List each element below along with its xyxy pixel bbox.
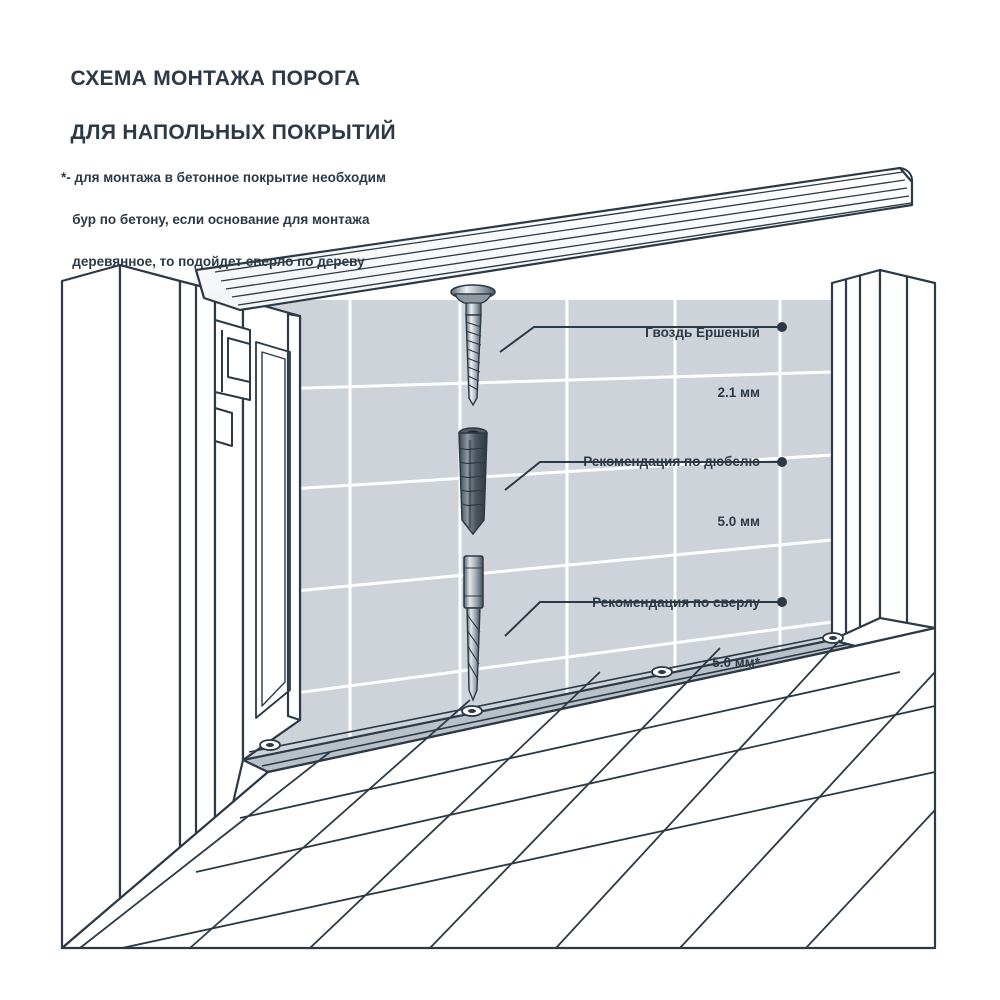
right-wall bbox=[832, 270, 935, 640]
page-title-line1: СХЕМА МОНТАЖА ПОРОГА bbox=[70, 67, 361, 90]
dowel-illustration bbox=[459, 428, 487, 534]
callout-nail-value: 2.1 мм bbox=[717, 385, 760, 400]
callout-dowel-title: Рекомендация по дюбелю bbox=[583, 454, 760, 469]
callout-drill bbox=[500, 553, 760, 713]
footnote-line3: деревянное, то подойдет сверло по дереву bbox=[61, 254, 365, 269]
footnote-line1: *- для монтажа в бетонное покрытие необходим bbox=[61, 170, 386, 185]
callout-drill-value: 5.0 мм* bbox=[712, 655, 760, 670]
footnote bbox=[46, 146, 386, 293]
callout-nail-title: Гвоздь Ершеный bbox=[645, 325, 760, 340]
callout-drill-title: Рекомендация по сверлу bbox=[592, 595, 760, 610]
callout-dowel-value: 5.0 мм bbox=[717, 514, 760, 529]
footnote-line2: бур по бетону, если основание для монтажа bbox=[61, 212, 370, 227]
callout-dowel bbox=[500, 412, 760, 572]
page-title-line2: ДЛЯ НАПОЛЬНЫХ ПОКРЫТИЙ bbox=[70, 121, 396, 144]
